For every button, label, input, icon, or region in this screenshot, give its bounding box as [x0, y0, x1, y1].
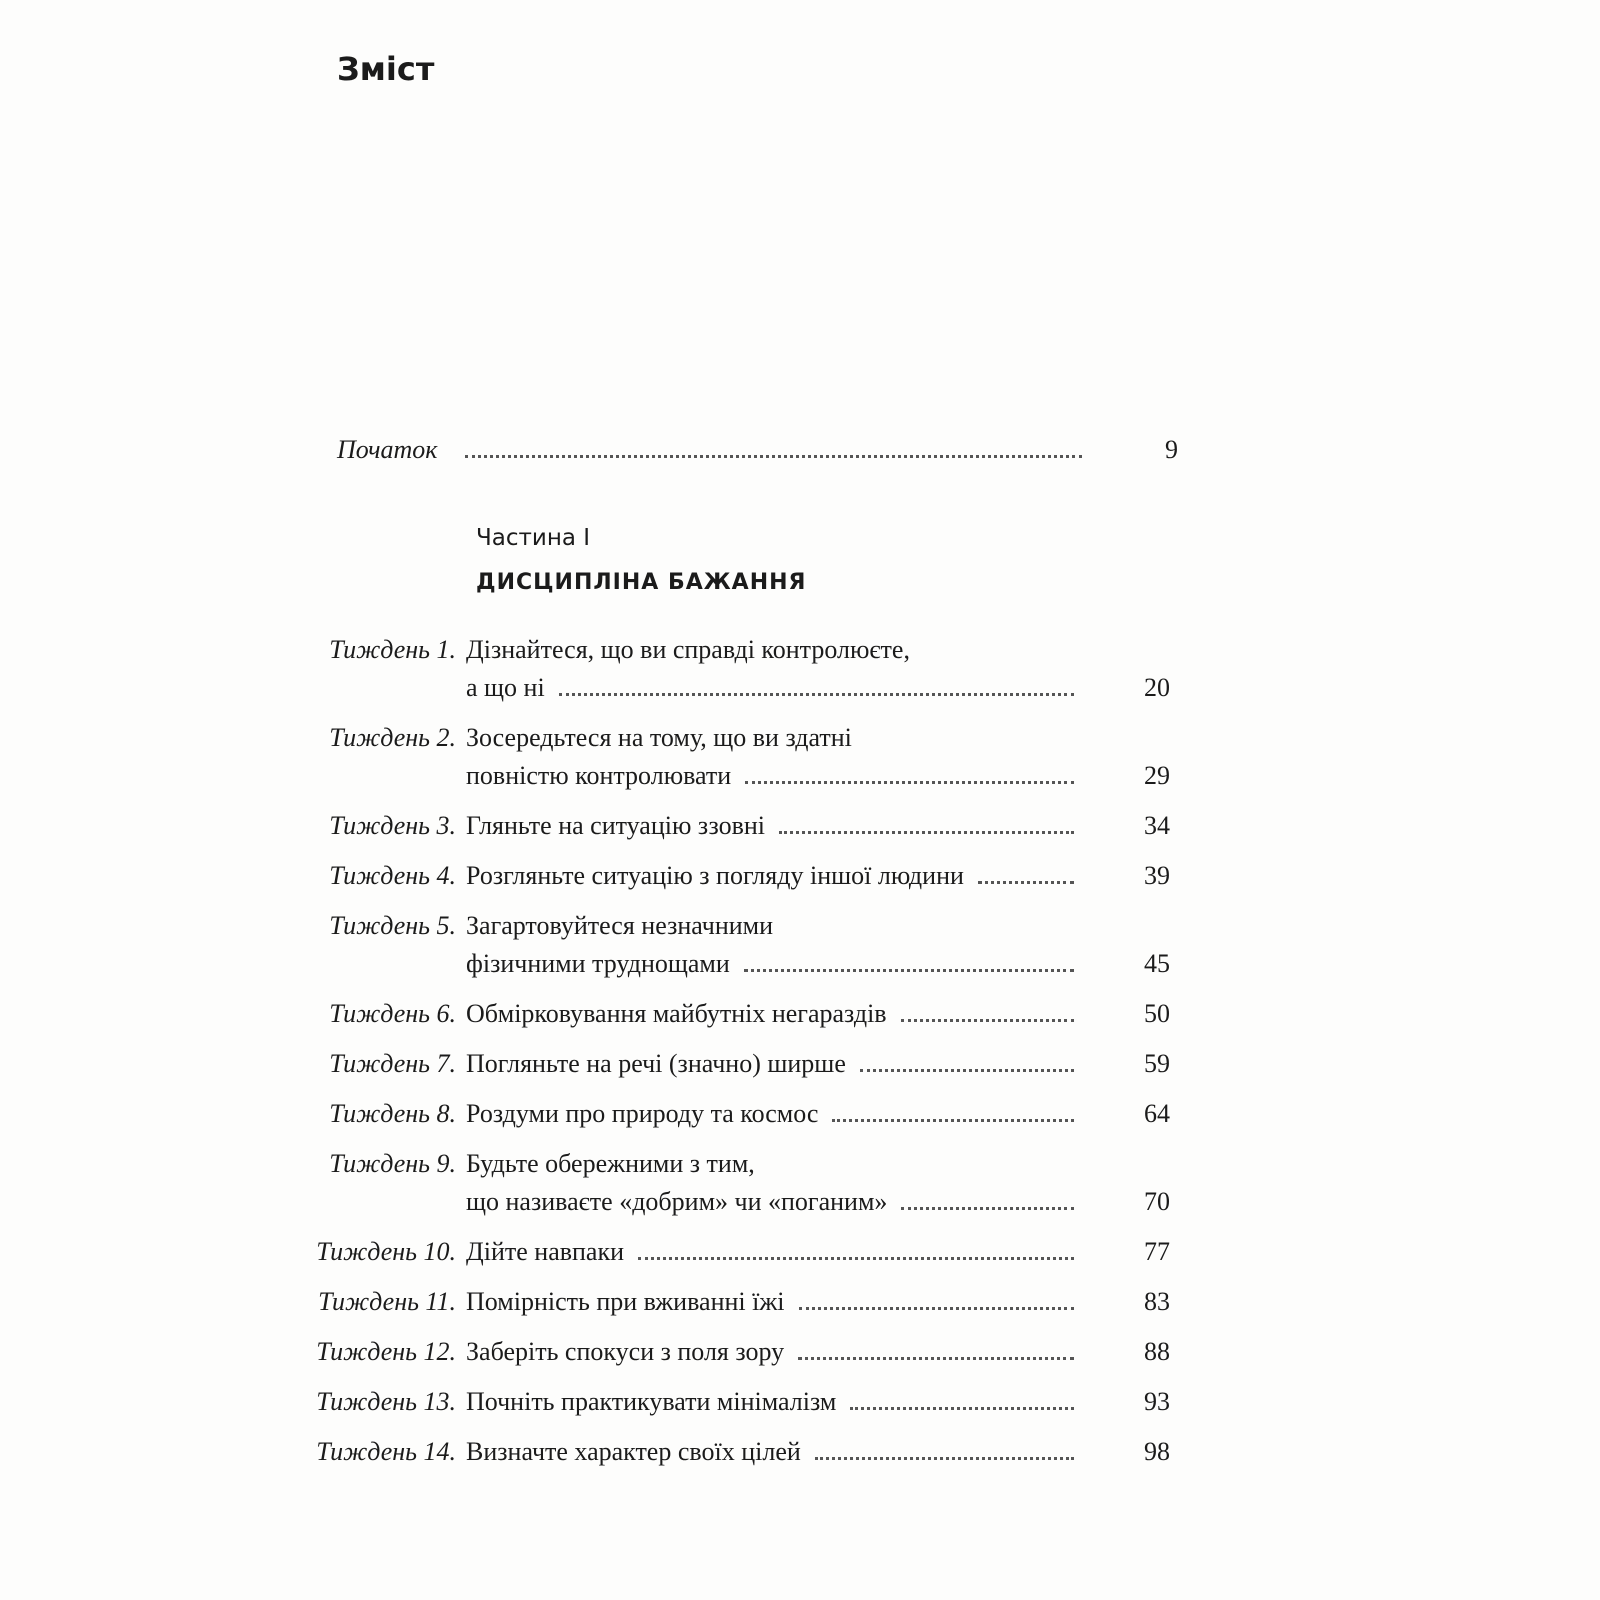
entry-page: 83 — [1144, 1287, 1170, 1316]
entry-page: 34 — [1144, 811, 1170, 840]
entry-title-text: Дійте навпаки — [466, 1237, 625, 1266]
entry-page: 39 — [1144, 861, 1170, 890]
entry-title-text: Дізнайтеся, що ви справді контролюєте, — [466, 635, 910, 664]
toc-entry[interactable] — [0, 719, 1170, 795]
toc-entry[interactable] — [0, 857, 1170, 895]
entry-label: Тиждень 7. — [329, 1049, 456, 1078]
entry-label: Тиждень 9. — [329, 1149, 456, 1178]
toc-entry[interactable] — [0, 807, 1170, 845]
toc-entry[interactable] — [0, 1233, 1170, 1271]
toc-entry[interactable] — [0, 1433, 1170, 1471]
entry-label: Тиждень 8. — [329, 1099, 456, 1128]
entry-label: Тиждень 14. — [316, 1437, 456, 1466]
entry-label: Тиждень 6. — [329, 999, 456, 1028]
entry-page: 9 — [1165, 435, 1178, 464]
entry-line — [0, 1283, 1170, 1321]
entry-title-text: Заберіть спокуси з поля зору — [466, 1337, 785, 1366]
dot-leader — [745, 781, 1074, 784]
entry-title-line — [466, 761, 1078, 791]
entry-title-text: Роздуми про природу та космос — [466, 1099, 819, 1128]
dot-leader — [850, 1407, 1074, 1410]
entry-label: Тиждень 13. — [316, 1387, 456, 1416]
entry-title-text: повністю контролювати — [466, 761, 732, 790]
entry-title-text: Розгляньте ситуацію з погляду іншої людини — [466, 861, 964, 890]
entry-title-text: Помірність при вживанні їжі — [466, 1287, 785, 1316]
entry-line — [0, 995, 1170, 1033]
entry-page: 93 — [1144, 1387, 1170, 1416]
toc-entry[interactable] — [0, 1333, 1170, 1371]
entry-page: 29 — [1144, 761, 1170, 790]
dot-leader — [901, 1019, 1074, 1022]
toc-list — [0, 631, 1170, 1483]
entry-title-text: а що ні — [466, 673, 545, 702]
entry-line — [0, 1145, 1170, 1183]
entry-title-line — [466, 949, 1078, 979]
entry-line — [0, 1333, 1170, 1371]
entry-label: Початок — [337, 435, 438, 464]
entry-label: Тиждень 2. — [329, 723, 456, 752]
entry-line — [0, 945, 1170, 983]
entry-page: 70 — [1144, 1187, 1170, 1216]
dot-leader — [465, 455, 1082, 458]
dot-leader — [901, 1207, 1074, 1210]
entry-title-line — [466, 723, 1078, 753]
entry-title-text: Загартовуйтеся незначними — [466, 911, 774, 940]
entry-title-line — [466, 999, 1078, 1029]
entry-line — [0, 857, 1170, 895]
dot-leader — [744, 969, 1074, 972]
entry-title-text: Почніть практикувати мінімалізм — [466, 1387, 837, 1416]
entry-line — [0, 907, 1170, 945]
entry-title-line — [466, 1337, 1078, 1367]
entry-line — [0, 719, 1170, 757]
dot-leader — [779, 831, 1074, 834]
entry-title-text: Обмірковування майбутніх негараздів — [466, 999, 887, 1028]
entry-title-text: Гляньте на ситуацію ззовні — [466, 811, 765, 840]
toc-entry-intro[interactable] — [0, 431, 1600, 469]
entry-line — [0, 757, 1170, 795]
entry-title-line — [466, 911, 1078, 941]
entry-title-line — [466, 811, 1078, 841]
entry-label: Тиждень 3. — [329, 811, 456, 840]
entry-line — [0, 1233, 1170, 1271]
entry-title-line — [466, 1287, 1078, 1317]
page-title: Зміст — [337, 50, 435, 88]
entry-line — [0, 807, 1170, 845]
toc-entry[interactable] — [0, 1145, 1170, 1221]
entry-line — [0, 1183, 1170, 1221]
dot-leader — [799, 1307, 1074, 1310]
entry-title-text: Погляньте на речі (значно) ширше — [466, 1049, 846, 1078]
dot-leader — [978, 881, 1074, 884]
entry-title-text: Будьте обережними з тим, — [466, 1149, 755, 1178]
entry-title-line — [466, 1149, 1078, 1179]
part-title: ДИСЦИПЛІНА БАЖАННЯ — [476, 570, 807, 595]
entry-page: 50 — [1144, 999, 1170, 1028]
entry-title-line — [466, 1387, 1078, 1417]
toc-entry[interactable] — [0, 1283, 1170, 1321]
entry-page: 98 — [1144, 1437, 1170, 1466]
dot-leader — [860, 1069, 1074, 1072]
dot-leader — [798, 1357, 1074, 1360]
entry-line — [0, 631, 1170, 669]
entry-label: Тиждень 5. — [329, 911, 456, 940]
entry-line — [0, 669, 1170, 707]
entry-page: 45 — [1144, 949, 1170, 978]
entry-page: 77 — [1144, 1237, 1170, 1266]
entry-title-line — [466, 1437, 1078, 1467]
entry-title-text: Зосередьтеся на тому, що ви здатні — [466, 723, 852, 752]
entry-label: Тиждень 4. — [329, 861, 456, 890]
entry-label: Тиждень 11. — [318, 1287, 456, 1316]
entry-page: 20 — [1144, 673, 1170, 702]
entry-line — [0, 1433, 1170, 1471]
toc-entry[interactable] — [0, 907, 1170, 983]
entry-page: 64 — [1144, 1099, 1170, 1128]
entry-line — [0, 1095, 1170, 1133]
entry-label: Тиждень 10. — [316, 1237, 456, 1266]
entry-line — [0, 1383, 1170, 1421]
dot-leader — [559, 693, 1074, 696]
entry-title-line — [466, 1187, 1078, 1217]
entry-line — [0, 1045, 1170, 1083]
toc-entry[interactable] — [0, 1383, 1170, 1421]
entry-title-line — [466, 1099, 1078, 1129]
entry-title-line — [466, 1049, 1078, 1079]
toc-entry[interactable] — [0, 1045, 1170, 1083]
dot-leader — [638, 1257, 1074, 1260]
entry-title-line — [466, 1237, 1078, 1267]
entry-label: Тиждень 12. — [316, 1337, 456, 1366]
part-number: Частина I — [476, 525, 591, 551]
entry-title-line — [466, 673, 1078, 703]
toc-entry[interactable] — [0, 1095, 1170, 1133]
entry-title-text: Визначте характер своїх цілей — [466, 1437, 801, 1466]
entry-title-line — [466, 635, 1078, 665]
entry-title-text: фізичними труднощами — [466, 949, 730, 978]
toc-entry[interactable] — [0, 631, 1170, 707]
toc-entry[interactable] — [0, 995, 1170, 1033]
entry-title-line — [466, 861, 1078, 891]
entry-page: 88 — [1144, 1337, 1170, 1366]
entry-label: Тиждень 1. — [329, 635, 456, 664]
entry-title-text: що називаєте «добрим» чи «поганим» — [466, 1187, 888, 1216]
entry-page: 59 — [1144, 1049, 1170, 1078]
dot-leader — [815, 1457, 1074, 1460]
dot-leader — [832, 1119, 1074, 1122]
